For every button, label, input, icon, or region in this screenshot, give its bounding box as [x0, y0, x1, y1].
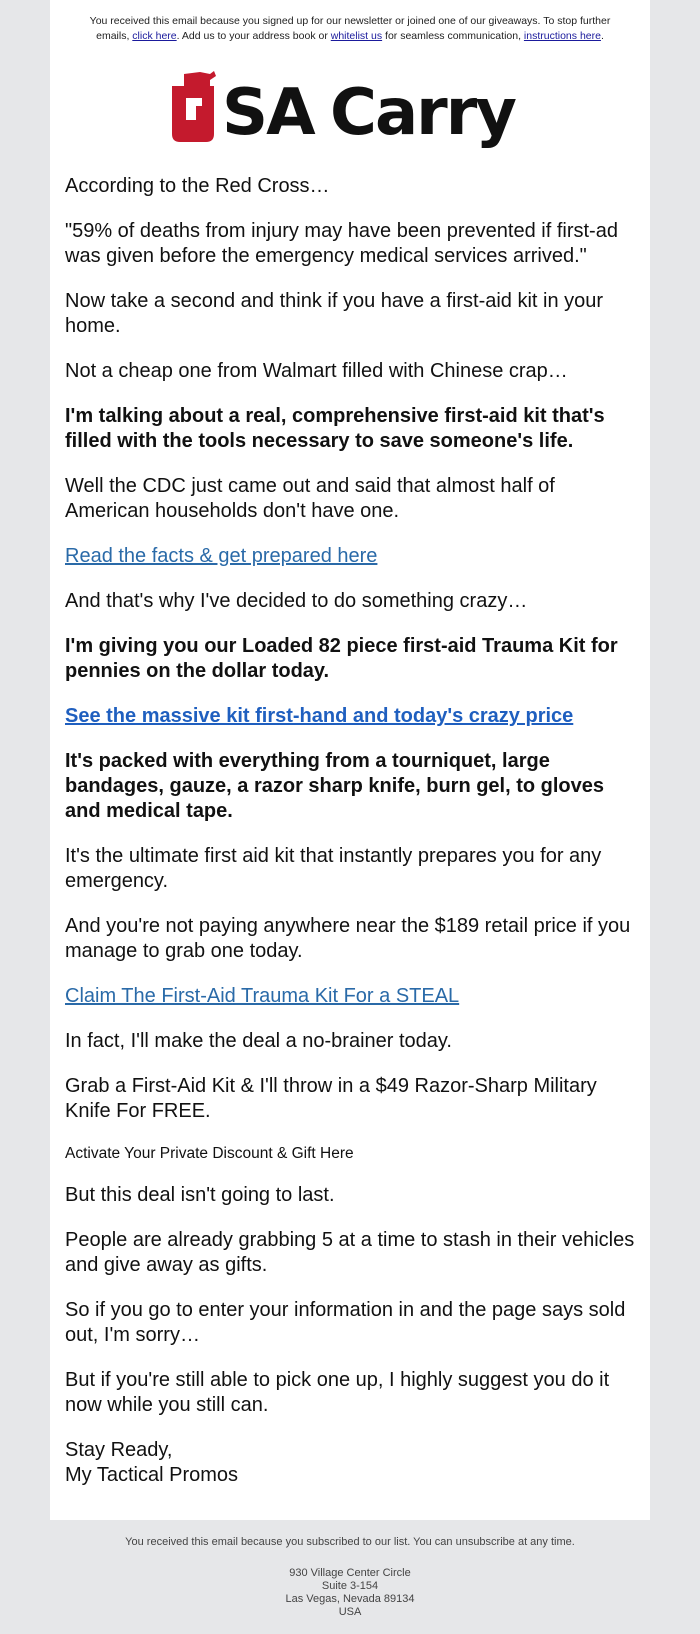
paragraph: And you're not paying anywhere near the $189 retail price if you manage to grab one today. — [65, 915, 631, 962]
address-line: 930 Village Center Circle — [289, 1567, 411, 1579]
preheader-text: You received this email because you signed up for our newsletter or joined one of our giveaways. To stop further emails, — [89, 15, 611, 42]
paragraph-bold: It's packed with everything from a tourniquet, large bandages, gauze, a razor sharp knife, burn gel, to gloves and medical tape. — [65, 750, 605, 822]
paragraph: "59% of deaths from injury may have been prevented if first-ad was given before the emergency medical services arrived." — [65, 220, 618, 267]
paragraph: People are already grabbing 5 at a time to stash in their vehicles and give away as gifts. — [65, 1229, 635, 1276]
footer-notice: You received this email because you subscribed to our list. You can unsubscribe at any time. — [125, 1536, 575, 1548]
logo-text-carry: Carry — [330, 76, 515, 150]
preheader — [74, 14, 626, 44]
gun-u-icon — [172, 71, 216, 142]
logo-text-sa: SA — [222, 76, 314, 150]
signoff-line: Stay Ready, — [65, 1439, 173, 1461]
email-card — [50, 0, 650, 1520]
address-line: Las Vegas, Nevada 89134 — [285, 1593, 415, 1605]
cta-paragraph — [65, 984, 635, 1009]
paragraph: Grab a First-Aid Kit & I'll throw in a $49 Razor-Sharp Military Knife For FREE. — [65, 1075, 597, 1122]
paragraph: Well the CDC just came out and said that almost half of American households don't have one. — [65, 475, 555, 522]
preheader-text: . — [600, 30, 604, 42]
preheader-text: . Add us to your address book or — [176, 30, 331, 42]
paragraph-bold: I'm talking about a real, comprehensive first-aid kit that's filled with the tools necessary to save someone's life. — [65, 405, 605, 452]
read-facts-link[interactable]: Read the facts & get prepared here — [65, 545, 378, 567]
instructions-link[interactable]: instructions here — [523, 30, 601, 42]
signoff — [65, 1438, 635, 1488]
claim-kit-link[interactable]: Claim The First-Aid Trauma Kit For a STEAL — [65, 985, 460, 1007]
preheader-text: for seamless communication, — [382, 30, 524, 42]
paragraph: It's the ultimate first aid kit that instantly prepares you for any emergency. — [65, 845, 602, 892]
paragraph: But if you're still able to pick one up, I highly suggest you do it now while you still can. — [65, 1369, 610, 1416]
see-kit-link[interactable]: See the massive kit first-hand and today's crazy price — [65, 705, 574, 727]
signoff-signature: My Tactical Promos — [65, 1464, 239, 1486]
paragraph-bold: I'm giving you our Loaded 82 piece first-aid Trauma Kit for pennies on the dollar today. — [65, 635, 618, 682]
cta-paragraph — [65, 704, 635, 729]
email-footer — [0, 1536, 700, 1619]
paragraph: So if you go to enter your information in and the page says sold out, I'm sorry… — [65, 1299, 626, 1346]
address-line: Suite 3-154 — [321, 1580, 379, 1592]
usacarry-logo-graphic — [170, 68, 530, 152]
whitelist-link[interactable]: whitelist us — [330, 30, 383, 42]
cta-paragraph — [65, 544, 635, 569]
footer-address — [0, 1567, 700, 1619]
paragraph: Not a cheap one from Walmart filled with Chinese crap… — [65, 360, 568, 382]
email-body — [50, 174, 650, 1488]
paragraph: But this deal isn't going to last. — [65, 1184, 335, 1206]
unsubscribe-link[interactable]: click here — [132, 30, 177, 42]
paragraph: And that's why I've decided to do something crazy… — [65, 590, 528, 612]
paragraph: According to the Red Cross… — [65, 175, 330, 197]
activate-discount-text: Activate Your Private Discount & Gift Here — [65, 1145, 354, 1162]
usacarry-logo[interactable] — [50, 68, 650, 152]
paragraph: Now take a second and think if you have a first-aid kit in your home. — [65, 290, 604, 337]
paragraph: In fact, I'll make the deal a no-brainer today. — [65, 1030, 452, 1052]
address-line: USA — [338, 1606, 362, 1618]
